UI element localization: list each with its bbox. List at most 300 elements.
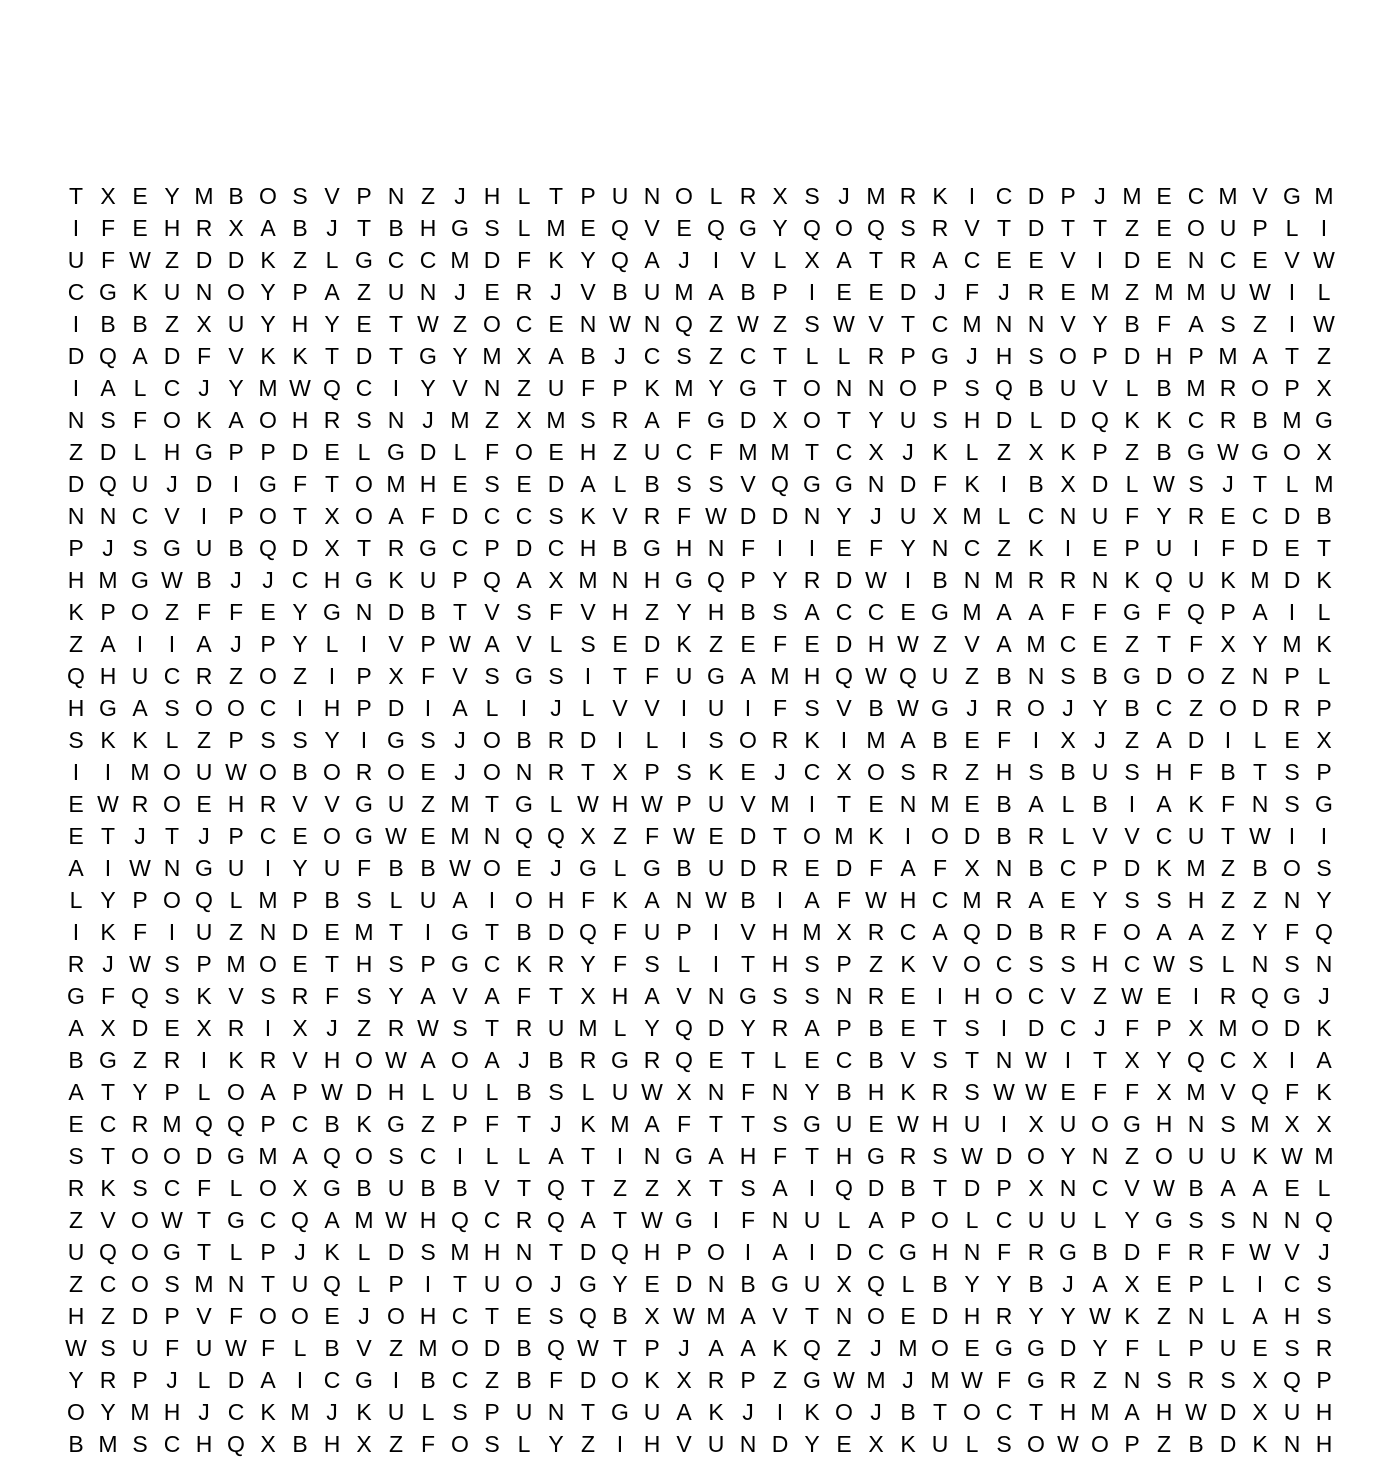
letter-cell[interactable]: S bbox=[932, 1142, 948, 1169]
letter-cell[interactable]: N bbox=[963, 1238, 981, 1265]
letter-cell[interactable]: Q bbox=[547, 1334, 565, 1361]
letter-cell[interactable]: M bbox=[1090, 1398, 1110, 1425]
letter-cell[interactable]: P bbox=[228, 726, 244, 753]
letter-cell[interactable]: L bbox=[517, 214, 531, 241]
letter-cell[interactable]: M bbox=[610, 1110, 630, 1137]
letter-cell[interactable]: O bbox=[259, 950, 277, 977]
letter-cell[interactable]: R bbox=[739, 182, 757, 209]
letter-cell[interactable]: C bbox=[451, 534, 469, 561]
letter-cell[interactable]: X bbox=[100, 1014, 116, 1041]
letter-cell[interactable]: Z bbox=[1124, 438, 1140, 465]
letter-cell[interactable]: C bbox=[835, 598, 853, 625]
letter-cell[interactable]: S bbox=[164, 694, 180, 721]
letter-cell[interactable]: D bbox=[1219, 1430, 1237, 1457]
letter-cell[interactable]: T bbox=[1284, 342, 1300, 369]
letter-cell[interactable]: A bbox=[644, 886, 660, 913]
letter-cell[interactable]: M bbox=[226, 950, 246, 977]
letter-cell[interactable]: B bbox=[1060, 758, 1076, 785]
letter-cell[interactable]: H bbox=[963, 406, 981, 433]
letter-cell[interactable]: X bbox=[836, 1270, 852, 1297]
letter-cell[interactable]: J bbox=[774, 758, 786, 785]
letter-cell[interactable]: B bbox=[324, 1334, 340, 1361]
letter-cell[interactable]: D bbox=[963, 822, 981, 849]
letter-cell[interactable]: H bbox=[163, 438, 181, 465]
letter-cell[interactable]: O bbox=[323, 822, 341, 849]
letter-cell[interactable]: V bbox=[1092, 822, 1108, 849]
letter-cell[interactable]: F bbox=[196, 1174, 212, 1201]
letter-cell[interactable]: N bbox=[899, 790, 917, 817]
letter-cell[interactable]: B bbox=[868, 694, 884, 721]
letter-cell[interactable]: M bbox=[962, 310, 982, 337]
letter-cell[interactable]: Y bbox=[772, 214, 788, 241]
letter-cell[interactable]: S bbox=[932, 1046, 948, 1073]
letter-cell[interactable]: A bbox=[1028, 790, 1044, 817]
letter-cell[interactable]: P bbox=[996, 1174, 1012, 1201]
letter-cell[interactable]: L bbox=[1285, 214, 1299, 241]
letter-cell[interactable]: G bbox=[355, 1366, 373, 1393]
letter-cell[interactable]: X bbox=[1156, 1078, 1172, 1105]
letter-cell[interactable]: J bbox=[678, 1334, 690, 1361]
letter-cell[interactable]: T bbox=[324, 950, 340, 977]
letter-cell[interactable]: V bbox=[964, 630, 980, 657]
letter-cell[interactable]: X bbox=[1316, 726, 1332, 753]
letter-cell[interactable]: D bbox=[1251, 694, 1269, 721]
letter-cell[interactable]: H bbox=[227, 790, 245, 817]
letter-cell[interactable]: Z bbox=[1092, 982, 1108, 1009]
letter-cell[interactable]: E bbox=[740, 630, 756, 657]
letter-cell[interactable]: X bbox=[1252, 1398, 1268, 1425]
letter-cell[interactable]: J bbox=[902, 438, 914, 465]
letter-cell[interactable]: L bbox=[325, 630, 339, 657]
letter-cell[interactable]: W bbox=[129, 854, 151, 881]
letter-cell[interactable]: U bbox=[131, 1334, 149, 1361]
letter-cell[interactable]: J bbox=[870, 502, 882, 529]
letter-cell[interactable]: S bbox=[996, 1430, 1012, 1457]
letter-cell[interactable]: U bbox=[1091, 502, 1109, 529]
letter-cell[interactable]: Q bbox=[1091, 406, 1109, 433]
letter-cell[interactable]: X bbox=[676, 1078, 692, 1105]
letter-cell[interactable]: S bbox=[804, 310, 820, 337]
letter-cell[interactable]: G bbox=[1315, 790, 1333, 817]
letter-cell[interactable]: D bbox=[835, 854, 853, 881]
letter-cell[interactable]: Q bbox=[547, 822, 565, 849]
letter-cell[interactable]: U bbox=[131, 662, 149, 689]
letter-cell[interactable]: K bbox=[1156, 406, 1172, 433]
letter-cell[interactable]: E bbox=[1060, 1078, 1076, 1105]
letter-cell[interactable]: A bbox=[740, 1334, 756, 1361]
letter-cell[interactable]: H bbox=[611, 790, 629, 817]
letter-cell[interactable]: C bbox=[835, 1046, 853, 1073]
letter-cell[interactable]: G bbox=[419, 534, 437, 561]
letter-cell[interactable]: C bbox=[291, 1110, 309, 1137]
letter-cell[interactable]: M bbox=[450, 1238, 470, 1265]
letter-cell[interactable]: T bbox=[164, 822, 180, 849]
letter-cell[interactable]: F bbox=[644, 822, 660, 849]
letter-cell[interactable]: E bbox=[1156, 246, 1172, 273]
letter-cell[interactable]: Y bbox=[260, 278, 276, 305]
letter-cell[interactable]: J bbox=[1062, 1270, 1074, 1297]
letter-cell[interactable]: C bbox=[899, 918, 917, 945]
letter-cell[interactable]: A bbox=[644, 982, 660, 1009]
letter-cell[interactable]: G bbox=[99, 278, 117, 305]
letter-cell[interactable]: Z bbox=[196, 726, 212, 753]
letter-cell[interactable]: U bbox=[1187, 566, 1205, 593]
letter-cell[interactable]: T bbox=[580, 758, 596, 785]
letter-cell[interactable]: U bbox=[195, 918, 213, 945]
letter-cell[interactable]: F bbox=[1188, 630, 1204, 657]
letter-cell[interactable]: T bbox=[388, 342, 404, 369]
letter-cell[interactable]: W bbox=[737, 310, 759, 337]
letter-cell[interactable]: T bbox=[292, 502, 308, 529]
letter-cell[interactable]: U bbox=[1283, 1398, 1301, 1425]
letter-cell[interactable]: D bbox=[483, 246, 501, 273]
letter-cell[interactable]: S bbox=[676, 342, 692, 369]
letter-cell[interactable]: V bbox=[324, 790, 340, 817]
letter-cell[interactable]: P bbox=[836, 950, 852, 977]
letter-cell[interactable]: S bbox=[1316, 1302, 1332, 1329]
letter-cell[interactable]: I bbox=[808, 1238, 816, 1265]
letter-cell[interactable]: L bbox=[229, 1174, 243, 1201]
letter-cell[interactable]: D bbox=[995, 406, 1013, 433]
letter-cell[interactable]: W bbox=[865, 566, 887, 593]
letter-cell[interactable]: H bbox=[611, 982, 629, 1009]
letter-cell[interactable]: S bbox=[260, 982, 276, 1009]
letter-cell[interactable]: T bbox=[932, 1014, 948, 1041]
letter-cell[interactable]: C bbox=[995, 182, 1013, 209]
letter-cell[interactable]: S bbox=[68, 1142, 84, 1169]
letter-cell[interactable]: N bbox=[867, 374, 885, 401]
letter-cell[interactable]: F bbox=[612, 950, 628, 977]
letter-cell[interactable]: M bbox=[1186, 1078, 1206, 1105]
letter-cell[interactable]: C bbox=[131, 502, 149, 529]
letter-cell[interactable]: V bbox=[1124, 822, 1140, 849]
letter-cell[interactable]: B bbox=[996, 822, 1012, 849]
letter-cell[interactable]: L bbox=[421, 1398, 435, 1425]
letter-cell[interactable]: D bbox=[195, 246, 213, 273]
letter-cell[interactable]: I bbox=[360, 726, 368, 753]
letter-cell[interactable]: N bbox=[1059, 502, 1077, 529]
letter-cell[interactable]: X bbox=[580, 982, 596, 1009]
letter-cell[interactable]: A bbox=[1028, 886, 1044, 913]
letter-cell[interactable]: R bbox=[1027, 822, 1045, 849]
letter-cell[interactable]: S bbox=[1156, 886, 1172, 913]
letter-cell[interactable]: L bbox=[837, 342, 851, 369]
letter-cell[interactable]: F bbox=[100, 982, 116, 1009]
letter-cell[interactable]: K bbox=[708, 758, 724, 785]
letter-cell[interactable]: W bbox=[1153, 950, 1175, 977]
letter-cell[interactable]: D bbox=[867, 1174, 885, 1201]
letter-cell[interactable]: S bbox=[1284, 950, 1300, 977]
letter-cell[interactable]: O bbox=[1251, 1014, 1269, 1041]
letter-cell[interactable]: S bbox=[548, 1078, 564, 1105]
letter-cell[interactable]: Z bbox=[580, 1430, 596, 1457]
letter-cell[interactable]: I bbox=[904, 566, 912, 593]
letter-cell[interactable]: H bbox=[1059, 1398, 1077, 1425]
letter-cell[interactable]: A bbox=[260, 214, 276, 241]
letter-cell[interactable]: B bbox=[996, 790, 1012, 817]
letter-cell[interactable]: D bbox=[1283, 1014, 1301, 1041]
letter-cell[interactable]: K bbox=[900, 1078, 916, 1105]
letter-cell[interactable]: H bbox=[995, 342, 1013, 369]
letter-cell[interactable]: E bbox=[900, 1302, 916, 1329]
letter-cell[interactable]: L bbox=[613, 1014, 627, 1041]
letter-cell[interactable]: H bbox=[931, 1110, 949, 1137]
letter-cell[interactable]: C bbox=[1059, 630, 1077, 657]
letter-cell[interactable]: S bbox=[964, 1078, 980, 1105]
letter-cell[interactable]: O bbox=[963, 950, 981, 977]
letter-cell[interactable]: O bbox=[291, 1302, 309, 1329]
letter-cell[interactable]: O bbox=[1155, 1142, 1173, 1169]
letter-cell[interactable]: B bbox=[1092, 790, 1108, 817]
letter-cell[interactable]: D bbox=[387, 1238, 405, 1265]
letter-cell[interactable]: J bbox=[326, 214, 338, 241]
letter-cell[interactable]: A bbox=[132, 694, 148, 721]
letter-cell[interactable]: T bbox=[196, 1238, 212, 1265]
letter-cell[interactable]: T bbox=[196, 1206, 212, 1233]
letter-cell[interactable]: E bbox=[964, 726, 980, 753]
letter-cell[interactable]: E bbox=[420, 822, 436, 849]
letter-cell[interactable]: E bbox=[196, 790, 212, 817]
letter-cell[interactable]: O bbox=[259, 406, 277, 433]
letter-cell[interactable]: D bbox=[291, 438, 309, 465]
letter-cell[interactable]: S bbox=[900, 758, 916, 785]
letter-cell[interactable]: L bbox=[1157, 1334, 1171, 1361]
letter-cell[interactable]: P bbox=[292, 278, 308, 305]
letter-cell[interactable]: T bbox=[100, 1078, 116, 1105]
letter-cell[interactable]: E bbox=[548, 438, 564, 465]
letter-cell[interactable]: L bbox=[1317, 1174, 1331, 1201]
letter-cell[interactable]: O bbox=[1283, 854, 1301, 881]
letter-cell[interactable]: A bbox=[1252, 342, 1268, 369]
letter-cell[interactable]: V bbox=[516, 630, 532, 657]
letter-cell[interactable]: W bbox=[1089, 1302, 1111, 1329]
letter-cell[interactable]: L bbox=[549, 630, 563, 657]
letter-cell[interactable]: B bbox=[356, 1174, 372, 1201]
letter-cell[interactable]: A bbox=[1252, 598, 1268, 625]
letter-cell[interactable]: F bbox=[996, 1366, 1012, 1393]
letter-cell[interactable]: C bbox=[451, 1366, 469, 1393]
letter-cell[interactable]: Q bbox=[67, 662, 85, 689]
letter-cell[interactable]: J bbox=[230, 566, 242, 593]
letter-cell[interactable]: J bbox=[1318, 1238, 1330, 1265]
letter-cell[interactable]: L bbox=[613, 854, 627, 881]
letter-cell[interactable]: K bbox=[932, 182, 948, 209]
letter-cell[interactable]: T bbox=[388, 918, 404, 945]
letter-cell[interactable]: X bbox=[196, 1014, 212, 1041]
letter-cell[interactable]: U bbox=[1187, 822, 1205, 849]
letter-cell[interactable]: F bbox=[196, 342, 212, 369]
letter-cell[interactable]: J bbox=[294, 1238, 306, 1265]
letter-cell[interactable]: F bbox=[996, 1238, 1012, 1265]
letter-cell[interactable]: E bbox=[260, 598, 276, 625]
letter-cell[interactable]: P bbox=[1188, 1334, 1204, 1361]
letter-cell[interactable]: O bbox=[515, 438, 533, 465]
letter-cell[interactable]: X bbox=[964, 854, 980, 881]
letter-cell[interactable]: B bbox=[1156, 438, 1172, 465]
letter-cell[interactable]: Y bbox=[1028, 1302, 1044, 1329]
letter-cell[interactable]: E bbox=[996, 246, 1012, 273]
letter-cell[interactable]: Z bbox=[132, 1046, 148, 1073]
letter-cell[interactable]: O bbox=[483, 310, 501, 337]
letter-cell[interactable]: R bbox=[771, 1014, 789, 1041]
letter-cell[interactable]: C bbox=[867, 1238, 885, 1265]
letter-cell[interactable]: K bbox=[868, 822, 884, 849]
letter-cell[interactable]: D bbox=[995, 918, 1013, 945]
letter-cell[interactable]: S bbox=[1028, 758, 1044, 785]
letter-cell[interactable]: I bbox=[1224, 726, 1232, 753]
letter-cell[interactable]: N bbox=[707, 534, 725, 561]
letter-cell[interactable]: X bbox=[548, 566, 564, 593]
letter-cell[interactable]: T bbox=[452, 1270, 468, 1297]
letter-cell[interactable]: T bbox=[324, 470, 340, 497]
letter-cell[interactable]: H bbox=[995, 758, 1013, 785]
letter-cell[interactable]: K bbox=[708, 1398, 724, 1425]
letter-cell[interactable]: M bbox=[962, 502, 982, 529]
letter-cell[interactable]: D bbox=[899, 470, 917, 497]
letter-cell[interactable]: Q bbox=[675, 310, 693, 337]
letter-cell[interactable]: E bbox=[516, 470, 532, 497]
letter-cell[interactable]: T bbox=[516, 1110, 532, 1137]
letter-cell[interactable]: Q bbox=[227, 1110, 245, 1137]
letter-cell[interactable]: R bbox=[515, 278, 533, 305]
letter-cell[interactable]: Z bbox=[964, 758, 980, 785]
letter-cell[interactable]: D bbox=[1123, 1238, 1141, 1265]
letter-cell[interactable]: U bbox=[643, 1398, 661, 1425]
letter-cell[interactable]: G bbox=[803, 1366, 821, 1393]
letter-cell[interactable]: R bbox=[995, 1302, 1013, 1329]
letter-cell[interactable]: U bbox=[1059, 374, 1077, 401]
letter-cell[interactable]: E bbox=[708, 822, 724, 849]
letter-cell[interactable]: J bbox=[454, 726, 466, 753]
letter-cell[interactable]: U bbox=[1027, 1206, 1045, 1233]
letter-cell[interactable]: P bbox=[836, 1014, 852, 1041]
letter-cell[interactable]: H bbox=[483, 1238, 501, 1265]
letter-cell[interactable]: W bbox=[1249, 822, 1271, 849]
letter-cell[interactable]: C bbox=[163, 1430, 181, 1457]
letter-cell[interactable]: P bbox=[1156, 1014, 1172, 1041]
letter-cell[interactable]: N bbox=[707, 1270, 725, 1297]
letter-cell[interactable]: W bbox=[641, 1206, 663, 1233]
letter-cell[interactable]: G bbox=[1283, 982, 1301, 1009]
letter-cell[interactable]: D bbox=[771, 1430, 789, 1457]
letter-cell[interactable]: R bbox=[771, 854, 789, 881]
letter-cell[interactable]: S bbox=[132, 1174, 148, 1201]
letter-cell[interactable]: C bbox=[995, 1206, 1013, 1233]
letter-cell[interactable]: H bbox=[419, 470, 437, 497]
letter-cell[interactable]: I bbox=[904, 822, 912, 849]
letter-cell[interactable]: N bbox=[387, 182, 405, 209]
letter-cell[interactable]: G bbox=[1251, 438, 1269, 465]
letter-cell[interactable]: B bbox=[324, 1110, 340, 1137]
letter-cell[interactable]: H bbox=[803, 662, 821, 689]
letter-cell[interactable]: R bbox=[387, 1014, 405, 1041]
letter-cell[interactable]: V bbox=[100, 1206, 116, 1233]
letter-cell[interactable]: M bbox=[770, 662, 790, 689]
letter-cell[interactable]: I bbox=[712, 950, 720, 977]
letter-cell[interactable]: G bbox=[771, 1270, 789, 1297]
letter-cell[interactable]: A bbox=[1316, 1046, 1332, 1073]
letter-cell[interactable]: P bbox=[676, 918, 692, 945]
letter-cell[interactable]: R bbox=[899, 1142, 917, 1169]
letter-cell[interactable]: B bbox=[740, 598, 756, 625]
letter-cell[interactable]: O bbox=[803, 822, 821, 849]
letter-cell[interactable]: B bbox=[516, 1078, 532, 1105]
letter-cell[interactable]: M bbox=[1282, 406, 1302, 433]
letter-cell[interactable]: H bbox=[1315, 1398, 1333, 1425]
letter-cell[interactable]: I bbox=[808, 1174, 816, 1201]
letter-cell[interactable]: F bbox=[772, 694, 788, 721]
letter-cell[interactable]: S bbox=[772, 598, 788, 625]
letter-cell[interactable]: W bbox=[673, 1302, 695, 1329]
letter-cell[interactable]: R bbox=[259, 1046, 277, 1073]
letter-cell[interactable]: Q bbox=[291, 1206, 309, 1233]
letter-cell[interactable]: O bbox=[259, 758, 277, 785]
letter-cell[interactable]: U bbox=[195, 758, 213, 785]
letter-cell[interactable]: G bbox=[1283, 182, 1301, 209]
letter-cell[interactable]: H bbox=[579, 438, 597, 465]
letter-cell[interactable]: J bbox=[262, 566, 274, 593]
letter-cell[interactable]: M bbox=[1218, 1014, 1238, 1041]
letter-cell[interactable]: B bbox=[132, 310, 148, 337]
letter-cell[interactable]: Y bbox=[1092, 886, 1108, 913]
letter-cell[interactable]: Q bbox=[323, 1270, 341, 1297]
letter-cell[interactable]: U bbox=[547, 1014, 565, 1041]
letter-cell[interactable]: L bbox=[581, 694, 595, 721]
letter-cell[interactable]: O bbox=[707, 1238, 725, 1265]
letter-cell[interactable]: J bbox=[230, 630, 242, 657]
letter-cell[interactable]: F bbox=[484, 1110, 500, 1137]
letter-cell[interactable]: E bbox=[356, 310, 372, 337]
letter-cell[interactable]: K bbox=[1316, 566, 1332, 593]
letter-cell[interactable]: U bbox=[931, 662, 949, 689]
letter-cell[interactable]: S bbox=[804, 982, 820, 1009]
letter-cell[interactable]: T bbox=[516, 1174, 532, 1201]
letter-cell[interactable]: P bbox=[420, 950, 436, 977]
letter-cell[interactable]: U bbox=[1155, 534, 1173, 561]
letter-cell[interactable]: G bbox=[1187, 438, 1205, 465]
letter-cell[interactable]: T bbox=[484, 1302, 500, 1329]
letter-cell[interactable]: Y bbox=[1060, 1302, 1076, 1329]
letter-cell[interactable]: C bbox=[1027, 502, 1045, 529]
letter-cell[interactable]: R bbox=[995, 694, 1013, 721]
letter-cell[interactable]: Z bbox=[164, 310, 180, 337]
letter-cell[interactable]: L bbox=[229, 886, 243, 913]
letter-cell[interactable]: L bbox=[389, 886, 403, 913]
letter-cell[interactable]: W bbox=[65, 1334, 87, 1361]
letter-cell[interactable]: N bbox=[1123, 1366, 1141, 1393]
letter-cell[interactable]: K bbox=[260, 342, 276, 369]
letter-cell[interactable]: R bbox=[547, 950, 565, 977]
letter-cell[interactable]: D bbox=[387, 598, 405, 625]
letter-cell[interactable]: E bbox=[900, 598, 916, 625]
letter-cell[interactable]: X bbox=[516, 342, 532, 369]
letter-cell[interactable]: B bbox=[1188, 1430, 1204, 1457]
letter-cell[interactable]: F bbox=[260, 1334, 276, 1361]
letter-cell[interactable]: K bbox=[196, 982, 212, 1009]
letter-cell[interactable]: N bbox=[1187, 1110, 1205, 1137]
letter-cell[interactable]: D bbox=[931, 1302, 949, 1329]
letter-cell[interactable]: L bbox=[485, 1142, 499, 1169]
letter-cell[interactable]: G bbox=[867, 1142, 885, 1169]
letter-cell[interactable]: W bbox=[1153, 470, 1175, 497]
letter-cell[interactable]: M bbox=[418, 1334, 438, 1361]
letter-cell[interactable]: I bbox=[712, 246, 720, 273]
letter-cell[interactable]: O bbox=[259, 1302, 277, 1329]
letter-cell[interactable]: E bbox=[740, 758, 756, 785]
letter-cell[interactable]: B bbox=[516, 1366, 532, 1393]
letter-cell[interactable]: Y bbox=[260, 310, 276, 337]
letter-cell[interactable]: D bbox=[227, 246, 245, 273]
